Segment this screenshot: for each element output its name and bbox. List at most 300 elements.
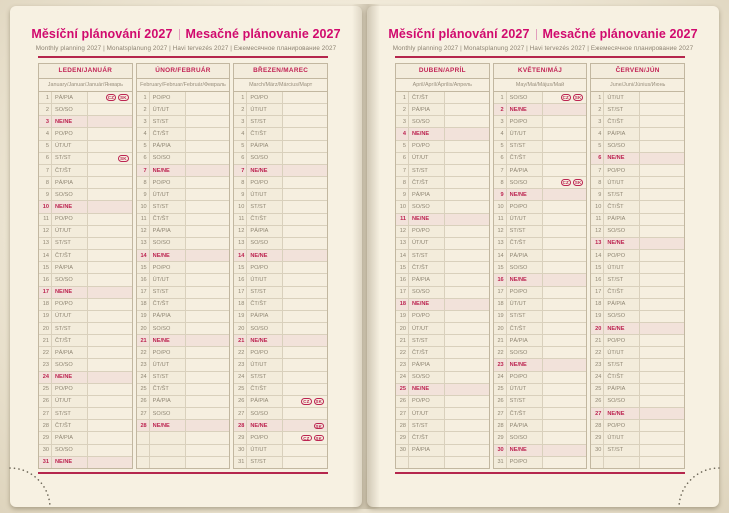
day-abbr: NE/NE [409,128,445,139]
month-table [233,63,328,469]
day-row [137,372,230,384]
day-number: 4 [396,128,409,139]
day-row [494,201,587,213]
notes-cell [640,128,684,139]
day-number: 5 [591,141,604,152]
day-abbr: ST/ST [150,116,186,127]
day-abbr: ÚT/UT [507,128,543,139]
notes-cell [283,408,327,419]
day-abbr: ST/ST [604,445,640,456]
day-row [137,311,230,323]
day-number: 25 [591,384,604,395]
day-row [396,226,489,238]
day-abbr: NE/NE [409,384,445,395]
day-row [494,299,587,311]
page-title-cz: Měsíční plánování 2027 [388,27,530,41]
day-row [39,214,132,226]
day-row [591,299,684,311]
day-row [494,432,587,444]
day-abbr: PO/PO [409,396,445,407]
day-number: 29 [39,432,52,443]
day-abbr: NE/NE [150,420,186,431]
day-row [494,347,587,359]
notes-cell [640,396,684,407]
day-number: 18 [39,299,52,310]
notes-cell [283,238,327,249]
day-abbr: ČT/ŠT [150,128,186,139]
notes-cell [88,201,132,212]
day-row [137,420,230,432]
day-abbr: PÁ/PIA [409,189,445,200]
day-row [234,238,327,250]
day-row [591,274,684,286]
notes-cell [186,384,230,395]
day-abbr: SO/SO [247,238,283,249]
day-row [234,323,327,335]
day-abbr: ČT/ŠT [247,384,283,395]
day-row [39,457,132,468]
day-abbr: ST/ST [247,457,283,468]
day-abbr: ST/ST [52,238,88,249]
notes-cell [445,335,489,346]
day-row [396,274,489,286]
holiday-badge-cz-icon: CZ [107,95,115,101]
notes-cell [445,177,489,188]
day-row [234,262,327,274]
day-number [137,457,150,468]
notes-cell [543,226,587,237]
day-abbr: PÁ/PIA [247,141,283,152]
day-abbr: PÁ/PIA [150,396,186,407]
month-table [493,63,588,469]
month-columns [395,63,685,469]
day-number: 17 [591,287,604,298]
day-row [39,432,132,444]
day-abbr: ÚT/UT [52,311,88,322]
notes-cell [186,165,230,176]
notes-cell [543,384,587,395]
day-abbr: ST/ST [52,153,88,164]
day-number: 11 [396,214,409,225]
day-number: 15 [234,262,247,273]
day-number: 30 [591,445,604,456]
day-number: 15 [396,262,409,273]
day-abbr: SO/SO [409,372,445,383]
page-title-sk: Mesačné plánovanie 2027 [185,27,341,41]
day-number: 10 [137,201,150,212]
day-row [494,92,587,104]
day-abbr: PO/PO [52,299,88,310]
notes-cell [640,177,684,188]
notes-cell [283,214,327,225]
day-abbr: PO/PO [409,226,445,237]
day-row [137,335,230,347]
day-row [234,116,327,128]
day-number: 3 [396,116,409,127]
day-row [39,396,132,408]
notes-cell [186,141,230,152]
notes-cell [88,153,132,164]
day-number: 5 [234,141,247,152]
day-number: 22 [494,347,507,358]
day-row [234,335,327,347]
day-abbr [604,457,640,468]
day-number: 1 [396,92,409,103]
day-number: 6 [396,153,409,164]
day-abbr: ČT/ŠT [150,384,186,395]
day-abbr: PÁ/PIA [52,262,88,273]
notes-cell [186,201,230,212]
day-abbr: PÁ/PIA [507,250,543,261]
day-number: 6 [234,153,247,164]
notes-cell [543,92,587,103]
day-abbr: ČT/ŠT [409,347,445,358]
day-abbr: ST/ST [150,287,186,298]
day-abbr: PO/PO [409,141,445,152]
day-abbr: ST/ST [507,141,543,152]
notes-cell [543,165,587,176]
day-abbr: NE/NE [604,153,640,164]
notes-cell [640,116,684,127]
day-number: 11 [137,214,150,225]
day-row [234,287,327,299]
day-number: 27 [591,408,604,419]
day-number: 31 [39,457,52,468]
day-abbr: PÁ/PIA [409,359,445,370]
notes-cell [283,457,327,468]
notes-cell [445,445,489,456]
day-row [494,226,587,238]
day-row [234,274,327,286]
day-row [591,214,684,226]
day-number: 8 [137,177,150,188]
notes-cell [88,457,132,468]
day-number: 4 [234,128,247,139]
notes-cell [445,311,489,322]
day-number: 5 [494,141,507,152]
day-number: 21 [494,335,507,346]
day-number: 24 [39,372,52,383]
notes-cell [88,274,132,285]
day-row [234,153,327,165]
day-number: 27 [137,408,150,419]
notes-cell [543,141,587,152]
day-abbr: NE/NE [604,408,640,419]
day-abbr: ÚT/UT [604,262,640,273]
day-row [39,238,132,250]
notes-cell [543,457,587,468]
day-number: 18 [591,299,604,310]
day-row [494,177,587,189]
day-row [39,311,132,323]
notes-cell [88,335,132,346]
day-number: 3 [234,116,247,127]
day-row [396,238,489,250]
day-row [39,274,132,286]
day-abbr: PÁ/PIA [52,177,88,188]
notes-cell [283,226,327,237]
day-row [234,226,327,238]
notes-cell [543,287,587,298]
day-abbr: NE/NE [507,359,543,370]
day-number: 28 [234,420,247,431]
day-number: 25 [137,384,150,395]
day-abbr: SO/SO [52,359,88,370]
day-number: 16 [234,274,247,285]
notes-cell [186,274,230,285]
day-abbr: NE/NE [409,214,445,225]
day-row [494,457,587,468]
day-row [591,238,684,250]
notes-cell [88,347,132,358]
day-abbr: NE/NE [507,104,543,115]
day-number: 1 [137,92,150,103]
day-row [396,141,489,153]
day-number: 26 [234,396,247,407]
page-left [10,6,362,507]
holiday-badge-sk-icon: SK [315,399,323,405]
day-row [591,384,684,396]
notes-cell [640,92,684,103]
notes-cell [186,359,230,370]
day-abbr: PÁ/PIA [409,445,445,456]
notes-cell [88,165,132,176]
day-row [39,287,132,299]
notes-cell [186,287,230,298]
day-number: 1 [591,92,604,103]
day-row [234,347,327,359]
day-number: 4 [494,128,507,139]
notes-cell [283,384,327,395]
notes-cell [640,432,684,443]
day-row [39,104,132,116]
notes-cell [186,445,230,456]
notes-cell [88,311,132,322]
day-number: 8 [234,177,247,188]
day-row [494,189,587,201]
day-number: 31 [494,457,507,468]
day-number: 4 [137,128,150,139]
notes-cell [88,92,132,103]
day-row [137,214,230,226]
notes-cell [640,214,684,225]
notes-cell [186,250,230,261]
day-abbr: PÁ/PIA [604,214,640,225]
page-title-sk: Mesačné plánovanie 2027 [542,27,698,41]
day-number: 2 [591,104,604,115]
notes-cell [445,116,489,127]
day-row [396,92,489,104]
day-row [396,201,489,213]
day-number: 8 [396,177,409,188]
day-number: 16 [591,274,604,285]
notes-cell [186,372,230,383]
day-number: 12 [137,226,150,237]
notes-cell [186,396,230,407]
notes-cell [186,189,230,200]
day-abbr: ÚT/UT [150,274,186,285]
day-number: 14 [591,250,604,261]
day-number: 10 [39,201,52,212]
day-abbr: ÚT/UT [247,189,283,200]
notes-cell [88,226,132,237]
notes-cell [186,335,230,346]
day-number: 1 [494,92,507,103]
day-row [396,359,489,371]
day-abbr: ST/ST [507,311,543,322]
notes-cell [283,201,327,212]
notes-cell [640,189,684,200]
header-rule [38,56,328,58]
day-number: 13 [234,238,247,249]
notes-cell [283,359,327,370]
day-number: 5 [137,141,150,152]
day-row [234,92,327,104]
day-abbr [409,457,445,468]
day-number: 26 [591,396,604,407]
day-abbr: ÚT/UT [150,189,186,200]
notes-cell [640,153,684,164]
notes-cell [445,189,489,200]
notes-cell [186,128,230,139]
day-abbr: PO/PO [247,262,283,273]
day-row [591,396,684,408]
notes-cell [186,116,230,127]
day-number: 4 [591,128,604,139]
notes-cell [543,214,587,225]
day-abbr: SO/SO [409,287,445,298]
day-number: 14 [137,250,150,261]
day-number: 22 [137,347,150,358]
day-row [39,165,132,177]
notes-cell [445,347,489,358]
day-row [396,128,489,140]
day-number [137,432,150,443]
notes-cell [543,372,587,383]
day-row [234,359,327,371]
day-abbr: SO/SO [409,201,445,212]
notes-cell [445,372,489,383]
month-languages: March/März/Március/Март [234,79,327,92]
day-row [137,408,230,420]
day-number: 20 [234,323,247,334]
notes-cell [283,420,327,431]
day-number: 4 [39,128,52,139]
day-abbr: PO/PO [247,432,283,443]
day-row [591,201,684,213]
day-row [39,408,132,420]
day-number: 1 [234,92,247,103]
day-row [396,432,489,444]
day-row [137,165,230,177]
day-abbr: ST/ST [409,250,445,261]
notes-cell [186,323,230,334]
notes-cell [445,384,489,395]
day-number: 21 [234,335,247,346]
title-separator [536,29,537,40]
day-abbr: ÚT/UT [409,238,445,249]
notes-cell [543,262,587,273]
notes-cell [445,141,489,152]
notes-cell [445,128,489,139]
month-languages: January/Januar/Január/Январь [39,79,132,92]
holiday-badge-cz-icon: CZ [303,399,310,405]
notes-cell [445,287,489,298]
holiday-badge-sk-icon: SK [574,95,582,101]
notes-cell [283,116,327,127]
day-row [39,226,132,238]
day-row [591,335,684,347]
notes-cell [445,396,489,407]
day-abbr: ÚT/UT [247,104,283,115]
day-abbr: PO/PO [247,92,283,103]
notes-cell [445,214,489,225]
day-abbr: PÁ/PIA [409,274,445,285]
day-abbr: ST/ST [247,372,283,383]
day-row [396,347,489,359]
day-number: 24 [494,372,507,383]
day-number: 24 [396,372,409,383]
day-number: 6 [591,153,604,164]
day-number: 21 [591,335,604,346]
day-row [137,116,230,128]
day-row [39,128,132,140]
notes-cell [640,104,684,115]
day-abbr: ST/ST [604,359,640,370]
day-abbr: ÚT/UT [52,141,88,152]
day-row [137,274,230,286]
month-languages: April/Apríl/Április/Апрель [396,79,489,92]
day-number: 30 [494,445,507,456]
day-abbr: PO/PO [507,287,543,298]
day-number: 15 [591,262,604,273]
day-number: 9 [494,189,507,200]
notes-cell [543,153,587,164]
day-row [591,372,684,384]
day-row [494,141,587,153]
day-number: 16 [494,274,507,285]
holiday-badge-cz-icon: CZ [562,180,569,186]
day-abbr: ČT/ŠT [409,177,445,188]
title-separator [179,29,180,40]
month-columns [38,63,328,469]
blank-row [137,432,230,444]
day-number: 19 [494,311,507,322]
day-number: 15 [137,262,150,273]
day-abbr: SO/SO [507,177,543,188]
day-number: 22 [396,347,409,358]
notes-cell [445,432,489,443]
day-row [396,396,489,408]
day-row [39,323,132,335]
notes-cell [445,201,489,212]
day-number: 3 [591,116,604,127]
notes-cell [88,177,132,188]
day-number: 17 [234,287,247,298]
notes-cell [543,335,587,346]
day-row [39,153,132,165]
day-row [591,141,684,153]
day-number: 6 [494,153,507,164]
notes-cell [186,214,230,225]
day-row [494,165,587,177]
day-number: 7 [591,165,604,176]
day-row [234,165,327,177]
day-number: 10 [591,201,604,212]
day-abbr: PÁ/PIA [247,396,283,407]
day-row [494,408,587,420]
blank-row [137,445,230,457]
